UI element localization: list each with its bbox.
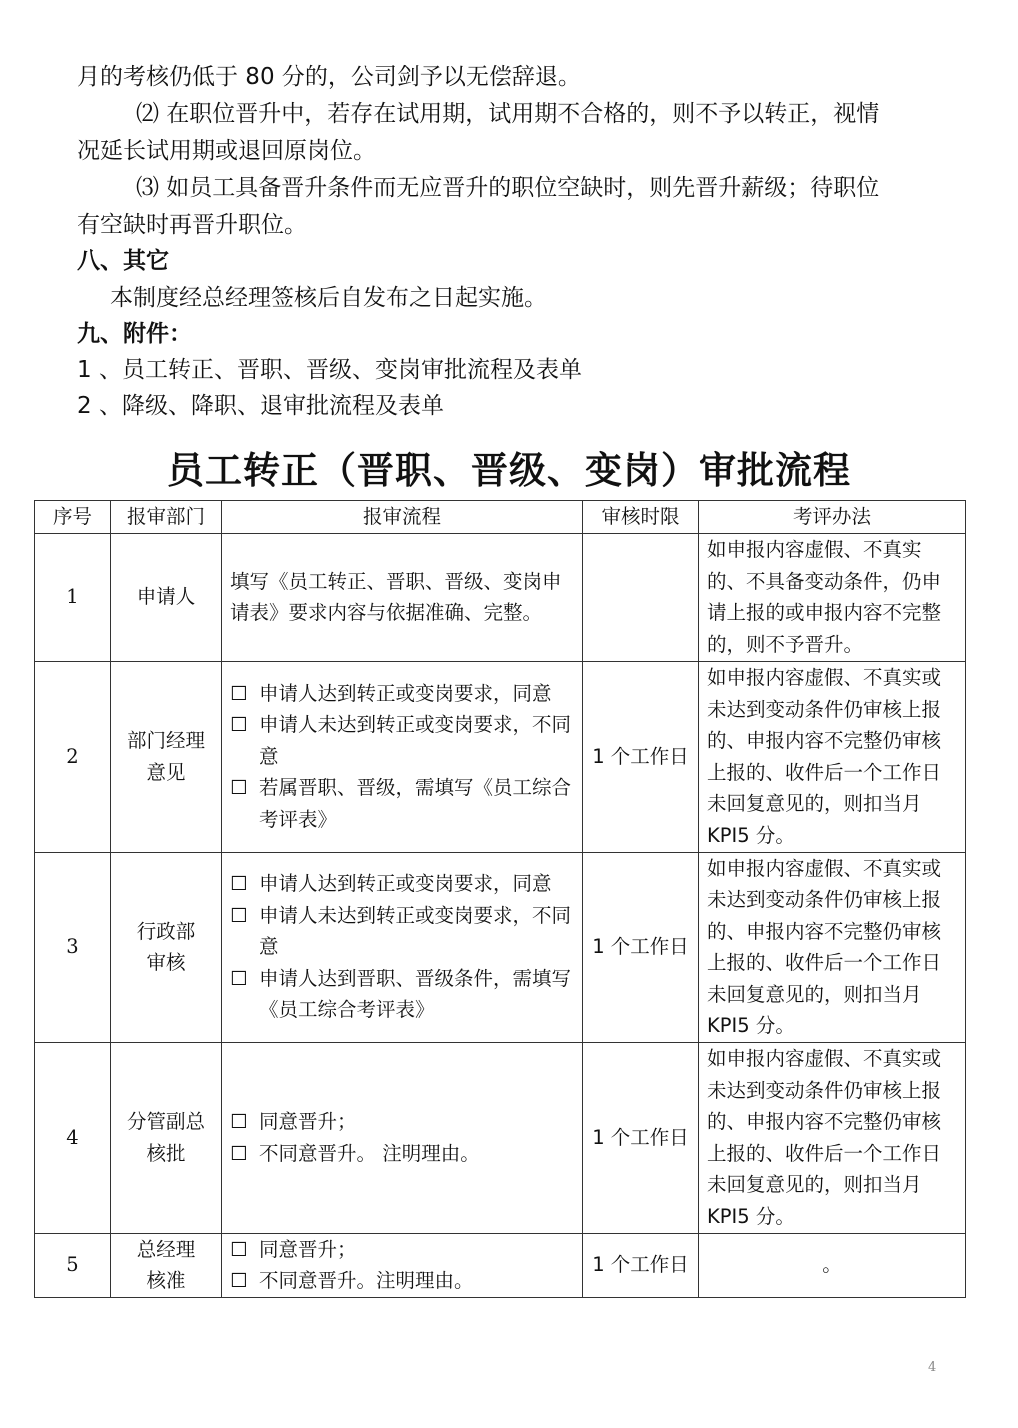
row-process [222, 1233, 583, 1297]
row-dept: 申请人 [111, 533, 222, 661]
row-dept [111, 1042, 222, 1233]
process-option: ☐ 申请人达到转正或变岗要求，同意 [230, 868, 574, 900]
section-8-heading: 八、其它 [77, 248, 169, 274]
process-option: ☐ 同意晋升； [230, 1234, 574, 1266]
checkbox-icon: ☐ [230, 1237, 248, 1261]
checkbox-icon: ☐ [230, 872, 248, 896]
row-method: 。 [699, 1233, 966, 1297]
row-number: 3 [35, 852, 111, 1042]
row-limit [583, 533, 699, 661]
attachment-item-2: 2 、降级、降职、退审批流程及表单 [77, 393, 444, 419]
header-limit: 审核时限 [583, 501, 699, 534]
row-process [222, 1042, 583, 1233]
row-dept [111, 661, 222, 852]
row-number: 1 [35, 533, 111, 661]
intro-p3-line-2: 有空缺时再晋升职位。 [77, 212, 307, 238]
process-option: ☐ 同意晋升； [230, 1106, 574, 1138]
checkbox-icon: ☐ [230, 966, 248, 990]
checkbox-icon: ☐ [230, 1110, 248, 1133]
row-dept [111, 852, 222, 1042]
table-row [35, 661, 966, 852]
dept-line-1: 分管副总 [126, 1110, 205, 1133]
checkbox-icon: ☐ [230, 1141, 248, 1165]
process-option: ☐ 不同意晋升。 注明理由。 [230, 1138, 574, 1170]
dept-line-2: 核准 [146, 1269, 186, 1292]
table-row [35, 1042, 966, 1233]
dept-line-2: 意见 [146, 760, 186, 784]
table-row [35, 852, 966, 1042]
approval-flow-table [34, 500, 966, 1298]
row-method: 如申报内容虚假、不真实或未达到变动条件仍审核上报的、申报内容不完整仍审核上报的、收件后一个工作日未回复意见的，则扣当月 KPI5 分。 [699, 1042, 966, 1233]
row-method: 如申报内容虚假、不真实的、不具备变动条件，仍申请上报的或申报内容不完整的，则不予晋升。 [699, 533, 966, 661]
checkbox-icon: ☐ [230, 713, 248, 737]
dept-line-2: 审核 [146, 951, 186, 974]
row-limit: 1 个工作日 [583, 1233, 699, 1297]
process-option: ☐ 若属晋职、晋级，需填写《员工综合考评表》 [230, 772, 574, 835]
header-dept: 报审部门 [111, 501, 222, 534]
row-dept [111, 1233, 222, 1297]
table-header-row [35, 501, 966, 534]
row-limit: 1 个工作日 [583, 661, 699, 852]
process-option: ☐ 申请人未达到转正或变岗要求，不同意 [230, 709, 574, 772]
row-limit: 1 个工作日 [583, 1042, 699, 1233]
dept-line-1: 总经理 [136, 1237, 196, 1261]
section-8-text: 本制度经总经理签核后自发布之日起实施。 [110, 285, 547, 311]
row-process [222, 661, 583, 852]
row-method: 如申报内容虚假、不真实或未达到变动条件仍审核上报的、申报内容不完整仍审核上报的、收件后一个工作日未回复意见的，则扣当月 KPI5 分。 [699, 661, 966, 852]
header-method: 考评办法 [699, 501, 966, 534]
table-row [35, 1233, 966, 1297]
intro-line-1: 月的考核仍低于 80 分的，公司剑予以无偿辞退。 [77, 64, 581, 90]
checkbox-icon: ☐ [230, 776, 248, 800]
header-process: 报审流程 [222, 501, 583, 534]
process-option: ☐ 申请人达到转正或变岗要求，同意 [230, 678, 574, 710]
section-9-heading: 九、附件： [77, 321, 192, 347]
row-number: 5 [35, 1233, 111, 1297]
table-title: 员工转正（晋职、晋级、变岗）审批流程 [167, 449, 851, 492]
attachment-item-1: 1 、员工转正、晋职、晋级、变岗审批流程及表单 [77, 357, 582, 383]
table-row [35, 533, 966, 661]
process-option: ☐ 申请人未达到转正或变岗要求，不同意 [230, 900, 574, 963]
row-method: 如申报内容虚假、不真实或未达到变动条件仍审核上报的、申报内容不完整仍审核上报的、收件后一个工作日未回复意见的，则扣当月 KPI5 分。 [699, 852, 966, 1042]
dept-line-1: 行政部 [136, 919, 196, 943]
checkbox-icon: ☐ [230, 1269, 248, 1292]
dept-line-1: 部门经理 [126, 729, 205, 752]
row-limit: 1 个工作日 [583, 852, 699, 1042]
row-process [222, 852, 583, 1042]
row-number: 2 [35, 661, 111, 852]
dept-line-2: 核批 [146, 1141, 186, 1165]
process-option: ☐ 不同意晋升。注明理由。 [230, 1265, 574, 1297]
checkbox-icon: ☐ [230, 903, 248, 927]
row-number: 4 [35, 1042, 111, 1233]
intro-p2-line-1: ⑵ 在职位晋升中，若存在试用期，试用期不合格的，则不予以转正，视情 [136, 101, 880, 127]
row-process: 填写《员工转正、晋职、晋级、变岗申请表》要求内容与依据准确、完整。 [222, 533, 583, 661]
process-option: ☐ 申请人达到晋职、晋级条件，需填写《员工综合考评表》 [230, 963, 574, 1026]
intro-p2-line-2: 况延长试用期或退回原岗位。 [77, 138, 376, 164]
intro-p3-line-1: ⑶ 如员工具备晋升条件而无应晋升的职位空缺时，则先晋升薪级；待职位 [136, 175, 880, 201]
page-number: 4 [928, 1360, 937, 1375]
checkbox-icon: ☐ [230, 681, 248, 705]
header-no: 序号 [35, 501, 111, 534]
